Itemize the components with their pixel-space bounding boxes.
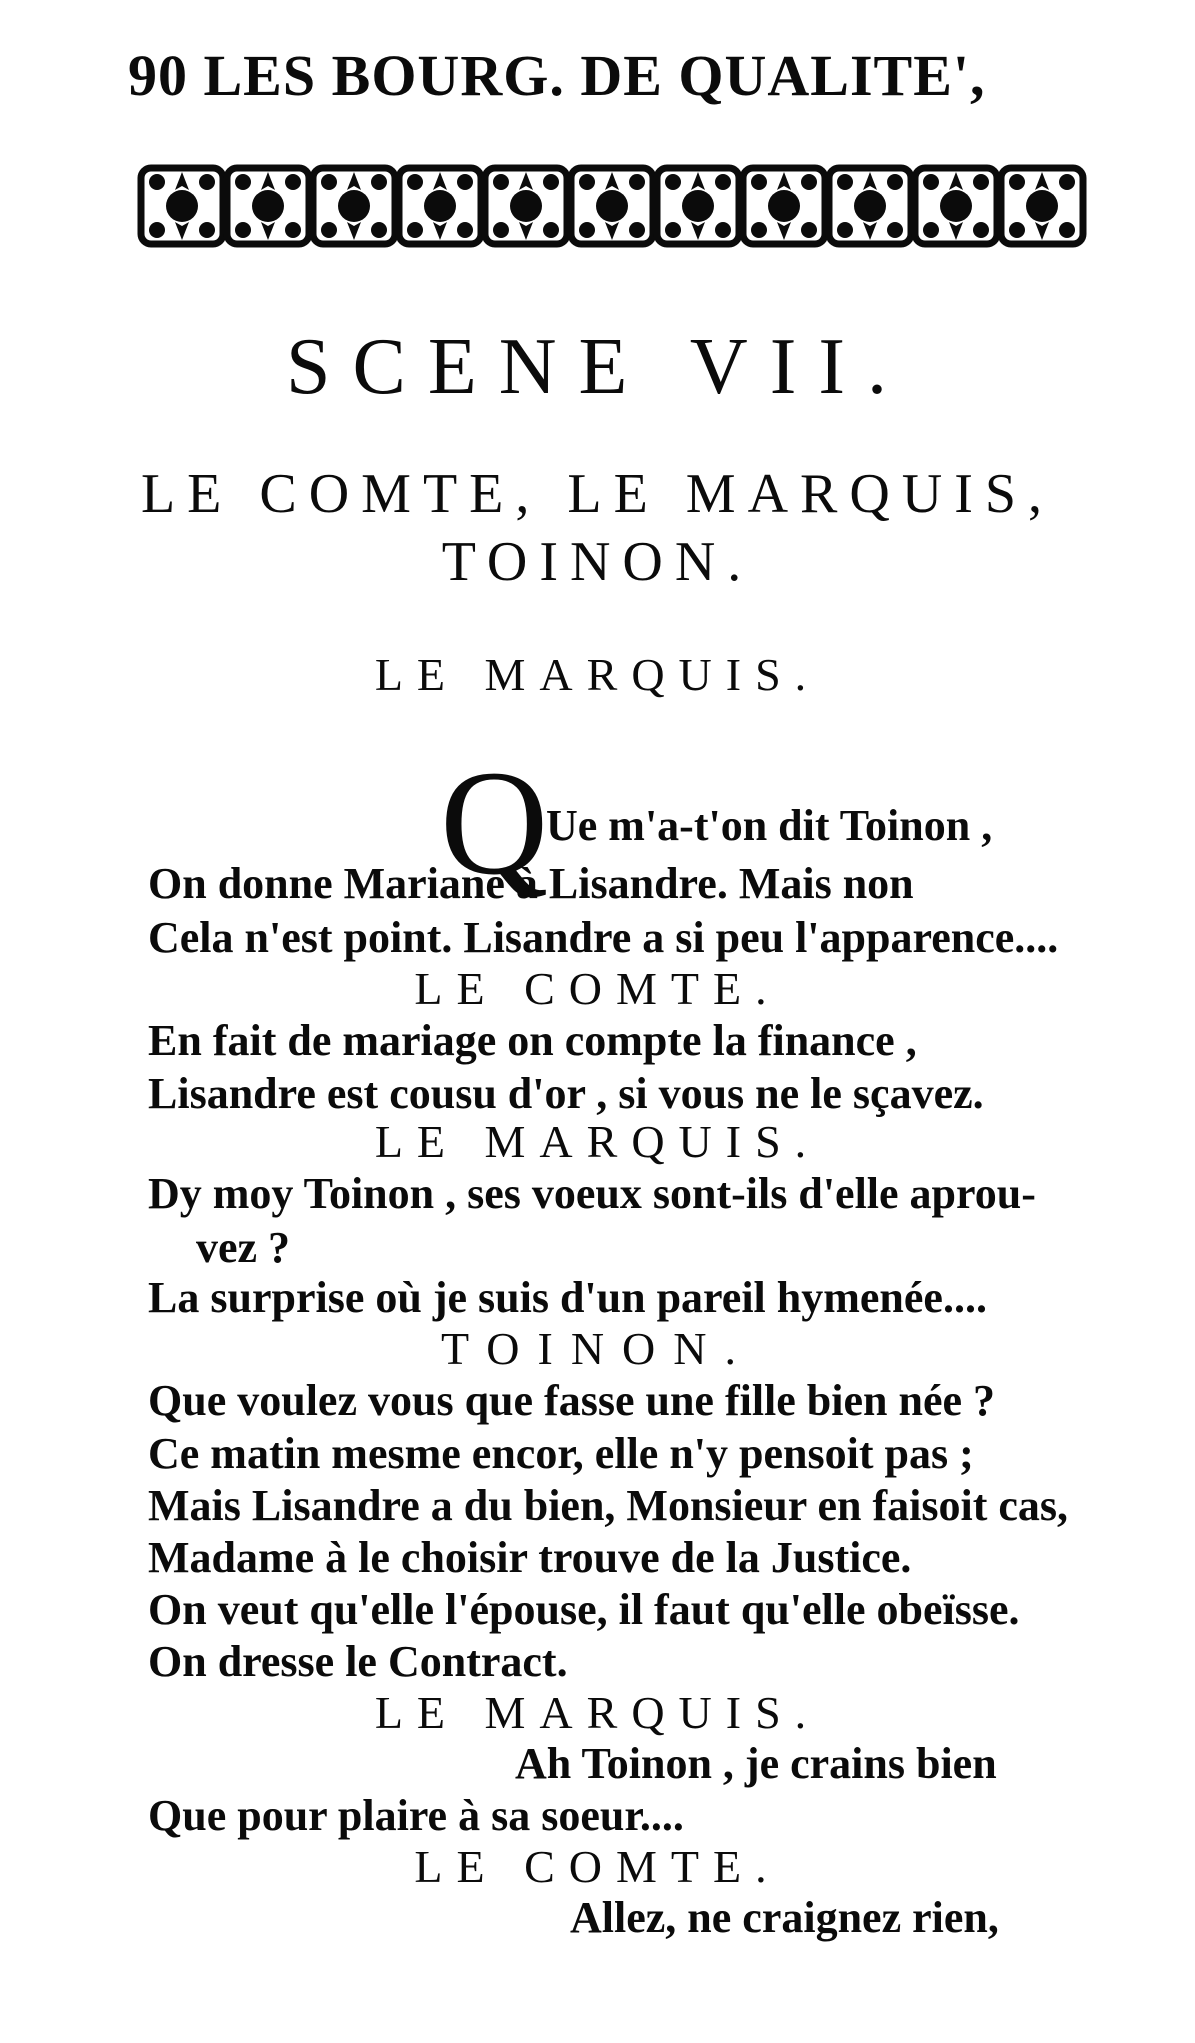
verse-line: On donne Mariane à Lisandre. Mais non: [148, 859, 914, 908]
verse-line: Allez, ne craignez rien,: [570, 1893, 999, 1942]
scene-title: SCENE VII.: [286, 323, 909, 411]
verse-line: vez ?: [196, 1223, 291, 1272]
verse-line: On veut qu'elle l'épouse, il faut qu'elle obeïsse.: [148, 1585, 1020, 1634]
verse-line: Mais Lisandre a du bien, Monsieur en faisoit cas,: [148, 1481, 1069, 1530]
running-head: 90 LES BOURG. DE QUALITE',: [128, 43, 986, 108]
speaker-heading: LE MARQUIS.: [374, 1687, 821, 1738]
verse-line: Que pour plaire à sa soeur....: [148, 1791, 684, 1840]
verse-line: Cela n'est point. Lisandre a si peu l'apparence....: [148, 913, 1059, 962]
characters-line-1: LE COMTE, LE MARQUIS,: [140, 463, 1055, 525]
characters-line-2: TOINON.: [441, 531, 754, 593]
verse-line: La surprise où je suis d'un pareil hymenée....: [148, 1273, 987, 1322]
drop-cap: Q: [440, 740, 549, 906]
speaker-heading: LE COMTE.: [414, 963, 781, 1014]
verse-line: Madame à le choisir trouve de la Justice.: [148, 1533, 912, 1582]
verse-line: Dy moy Toinon , ses voeux sont-ils d'elle aprou-: [148, 1169, 1036, 1218]
verse-line: En fait de mariage on compte la finance ,: [148, 1016, 917, 1065]
verse-line: Lisandre est cousu d'or , si vous ne le sçavez.: [148, 1069, 984, 1118]
verse-line: Que voulez vous que fasse une fille bien née ?: [148, 1376, 996, 1425]
ornament-band-icon: [137, 160, 1087, 252]
verse-line: Ah Toinon , je crains bien: [515, 1739, 997, 1788]
speaker-heading: TOINON.: [441, 1323, 754, 1374]
speaker-heading: LE MARQUIS.: [374, 649, 821, 700]
verse-line: Ue m'a-t'on dit Toinon ,: [546, 801, 993, 850]
speaker-heading: LE MARQUIS.: [374, 1116, 821, 1167]
verse-line: Ce matin mesme encor, elle n'y pensoit pas ;: [148, 1429, 974, 1478]
verse-line: On dresse le Contract.: [148, 1637, 568, 1686]
speaker-heading: LE COMTE.: [414, 1841, 781, 1892]
